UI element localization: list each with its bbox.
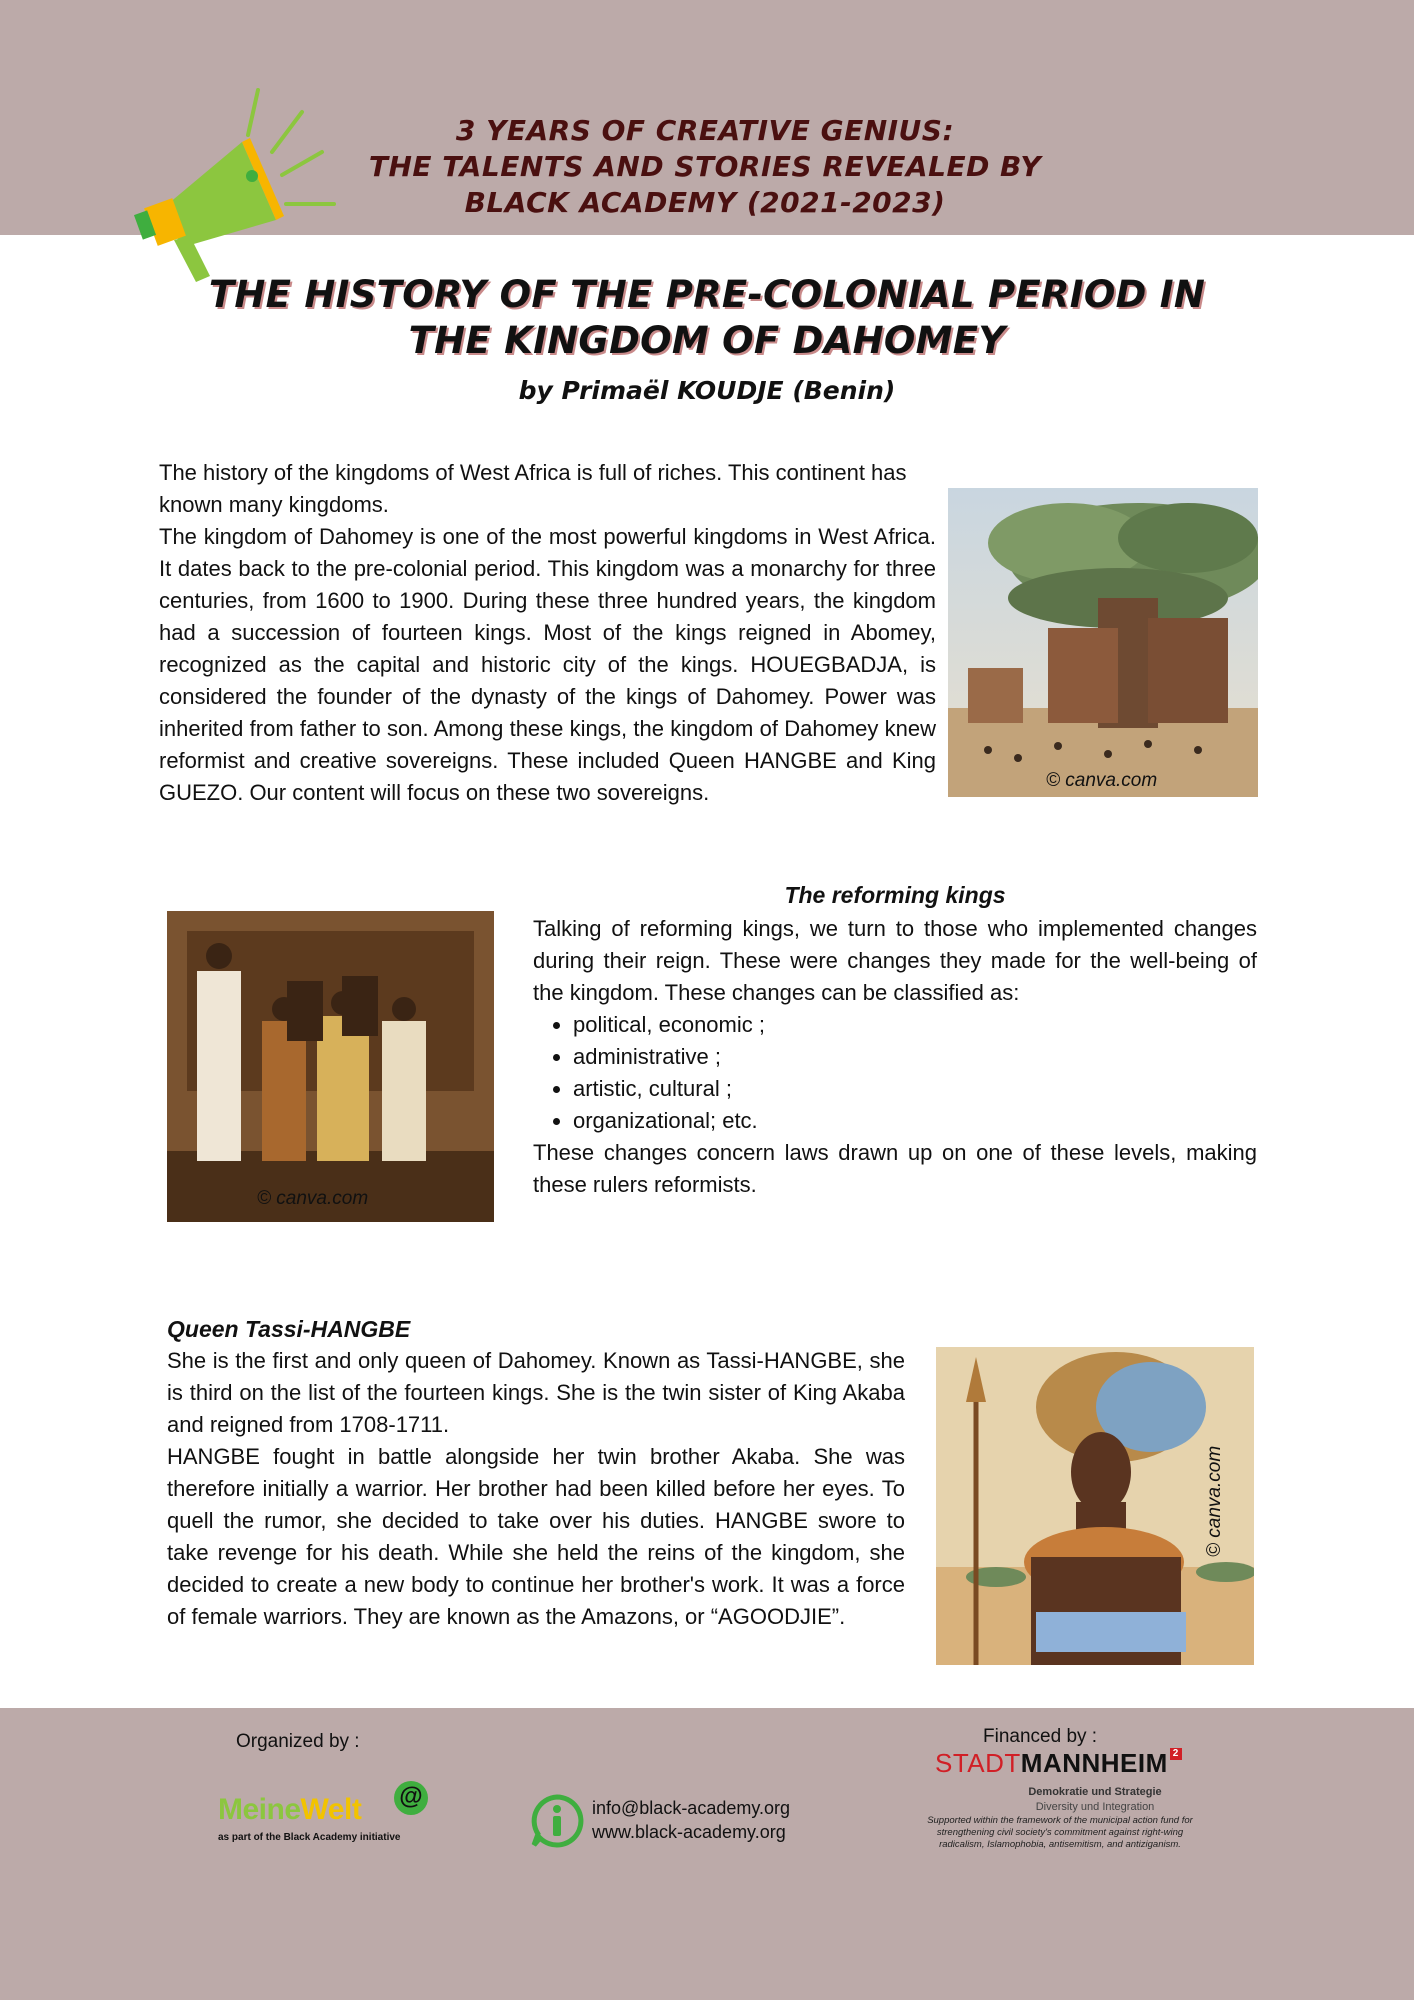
department-info: [960, 1785, 1230, 1815]
list-item: • political, economic ;: [573, 1009, 1257, 1041]
reform-list: [533, 1009, 1257, 1137]
reforming-paragraph: Talking of reforming kings, we turn to those who implemented changes during their reign. These were changes they made for the well-being of the kingdom. These changes can be classified as:: [533, 916, 1257, 1005]
queen-paragraph: HANGBE fought in battle alongside her twin brother Akaba. She was therefore initially a warrior. Her brother had been killed before her eyes. To quell the rumor, she decided to take over his duties. HANGBE swore to take revenge for his death. While she held the reins of the kingdom, she decided to create a new body to continue her brother's work. It was a force of female warriors. They are known as the Amazons, or “AGOODJIE”.: [167, 1444, 905, 1629]
image-credit: © canva.com: [1204, 1445, 1225, 1557]
megaphone-icon: [130, 80, 350, 290]
at-icon: @: [394, 1781, 428, 1815]
logo-meine-text: Meine: [218, 1793, 301, 1826]
logo-welt-text: Welt: [300, 1793, 362, 1826]
department-line: Demokratie und Strategie: [1028, 1786, 1162, 1798]
contact-info: [592, 1796, 790, 1844]
logo-square-mark: 2: [1170, 1748, 1182, 1760]
section-heading: Queen Tassi-HANGBE: [167, 1316, 411, 1342]
queen-paragraph: She is the first and only queen of Dahomey. Known as Tassi-HANGBE, she is third on the list of the fourteen kings. She is the twin sister of King Akaba and reigned from 1708-1711.: [167, 1348, 905, 1437]
list-item: • artistic, cultural ;: [573, 1073, 1257, 1105]
image-credit: © canva.com: [257, 1188, 369, 1209]
reforming-kings-section: [533, 882, 1257, 1201]
intro-text: [159, 457, 936, 809]
department-line: Diversity und Integration: [1035, 1801, 1155, 1813]
email-link[interactable]: info@black-academy.org: [592, 1798, 791, 1818]
mannheim-logo: [935, 1748, 1182, 1779]
logo-subtitle: as part of the Black Academy initiative: [218, 1832, 401, 1843]
support-note: Supported within the framework of the municipal action fund for strengthening civil society's commitment against right-wing radicalism, Islamophobia, antisemitism, and antiziganism.: [927, 1815, 1193, 1850]
section-heading: The reforming kings: [784, 882, 1006, 908]
website-link[interactable]: www.black-academy.org: [592, 1822, 786, 1842]
financed-label: Financed by :: [983, 1726, 1098, 1747]
image-credit: © canva.com: [1046, 770, 1158, 791]
intro-paragraph: The history of the kingdoms of West Africa is full of riches. This continent has known many kingdoms.: [159, 460, 907, 517]
kings-photo: [167, 911, 494, 1222]
banner-line: 3 YEARS OF CREATIVE GENIUS:: [455, 114, 955, 147]
byline: by Primaël KOUDJE (Benin): [518, 376, 896, 405]
list-item: • organizational; etc.: [573, 1105, 1257, 1137]
list-item: • administrative ;: [573, 1041, 1257, 1073]
queen-portrait-image: [936, 1347, 1254, 1665]
intro-paragraph: The kingdom of Dahomey is one of the most powerful kingdoms in West Africa. It dates back to the pre-colonial period. This kingdom was a monarchy for three centuries, from 1600 to 1900. During these three hundred years, the kingdom had a succession of fourteen kings. Most of the kings reigned in Abomey, recognized as the capital and historic city of the kings. HOUEGBADJA, is considered the founder of the dynasty of the kings of Dahomey. Power was inherited from father to son. Among these kings, the kingdom of Dahomey knew reformist and creative sovereigns. These included Queen HANGBE and King GUEZO. Our content will focus on these two sovereigns.: [159, 524, 936, 805]
footer-band: [0, 1708, 1414, 2000]
banner-line: BLACK ACADEMY (2021-2023): [464, 186, 946, 219]
banner-line: THE TALENTS AND STORIES REVEALED BY: [368, 150, 1042, 183]
logo-stadt-text: STADT: [935, 1748, 1021, 1778]
queen-section: [167, 1313, 905, 1633]
title-line: THE HISTORY OF THE PRE-COLONIAL PERIOD IN: [208, 273, 1206, 316]
reforming-paragraph: These changes concern laws drawn up on one of these levels, making these rulers reformists.: [533, 1140, 1257, 1197]
article-title: [200, 272, 1214, 364]
title-line: THE KINGDOM OF DAHOMEY: [408, 319, 1006, 362]
banner-title: [330, 113, 1080, 221]
info-icon: [530, 1794, 584, 1848]
logo-mannheim-text: MANNHEIM: [1020, 1748, 1168, 1778]
palace-tree-image: [948, 488, 1258, 797]
organized-label: Organized by :: [236, 1731, 360, 1752]
